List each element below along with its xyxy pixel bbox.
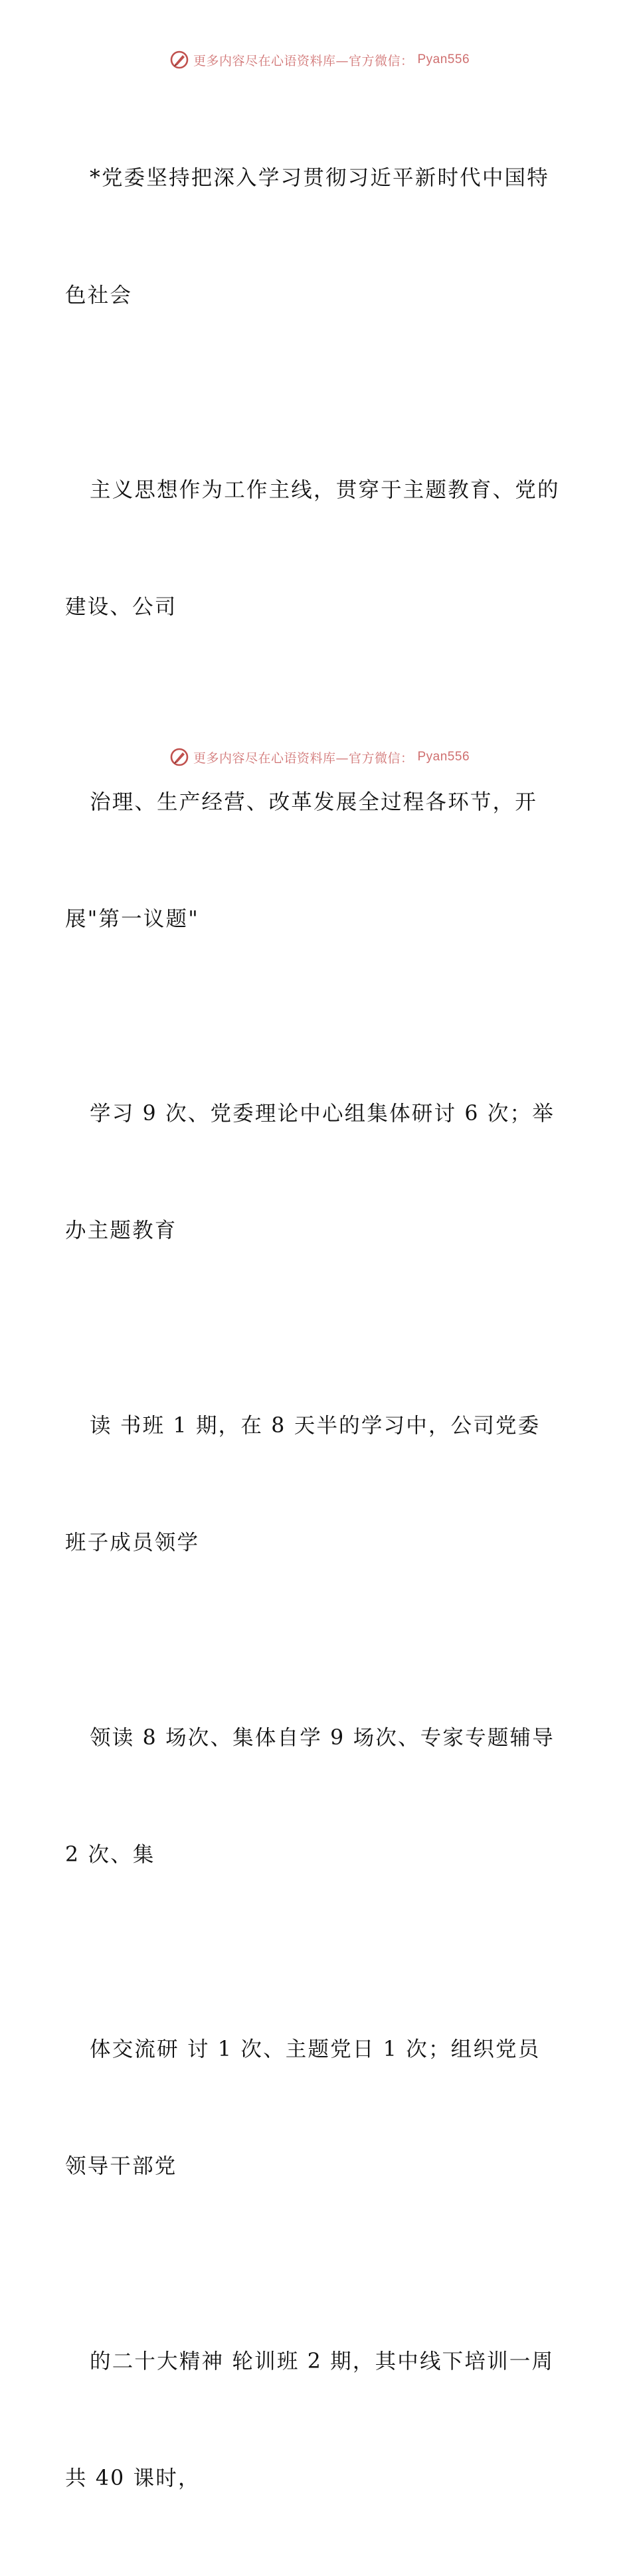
watermark-wechat-id: Pyan556 <box>417 750 470 764</box>
document-body <box>65 81 570 2576</box>
paragraph-line: 2 次、集 <box>65 1842 155 1867</box>
paragraph <box>65 81 570 393</box>
paragraph <box>65 1017 570 1329</box>
brush-pen-logo-icon <box>169 747 189 767</box>
paragraph-line: 建设、公司 <box>65 595 177 620</box>
paragraph-line: 的二十大精神 轮训班 2 期，其中线下培训一周 <box>90 2349 555 2373</box>
paragraph-line: 领读 8 场次、集体自学 9 场次、专家专题辅导 <box>90 1725 555 1750</box>
paragraph <box>65 393 570 705</box>
watermark-text: 更多内容尽在心语资料库—官方微信： <box>193 53 414 68</box>
paragraph-line: 展"第一议题" <box>65 906 199 931</box>
paragraph <box>65 1952 570 2265</box>
brush-pen-logo-icon <box>169 50 189 70</box>
header-watermark <box>0 46 631 73</box>
paragraph-line: 读 书班 1 期，在 8 天半的学习中，公司党委 <box>90 1413 541 1438</box>
paragraph-line: *党委坚持把深入学习贯彻习近平新时代中国特 <box>90 166 549 191</box>
paragraph-line: 共 40 课时， <box>65 2466 201 2490</box>
watermark-text: 更多内容尽在心语资料库—官方微信： <box>193 750 414 766</box>
paragraph-line: 班子成员领学 <box>65 1531 200 1555</box>
footer-watermark <box>0 744 631 770</box>
paragraph-line: 体交流研 讨 1 次、主题党日 1 次；组织党员 <box>90 2037 541 2062</box>
paragraph-line: 办主题教育 <box>65 1219 177 1243</box>
paragraph-line: 主义思想作为工作主线，贯穿于主题教育、党的 <box>90 478 560 503</box>
paragraph-line: 学习 9 次、党委理论中心组集体研讨 6 次；举 <box>90 1102 555 1126</box>
paragraph <box>65 2264 570 2576</box>
paragraph-line: 治理、生产经营、改革发展全过程各环节，开 <box>90 790 538 814</box>
watermark-wechat-id: Pyan556 <box>417 52 470 66</box>
paragraph <box>65 1329 570 1641</box>
paragraph-line: 领导干部党 <box>65 2154 177 2179</box>
paragraph-line: 色社会 <box>65 283 133 307</box>
paragraph <box>65 1640 570 1952</box>
